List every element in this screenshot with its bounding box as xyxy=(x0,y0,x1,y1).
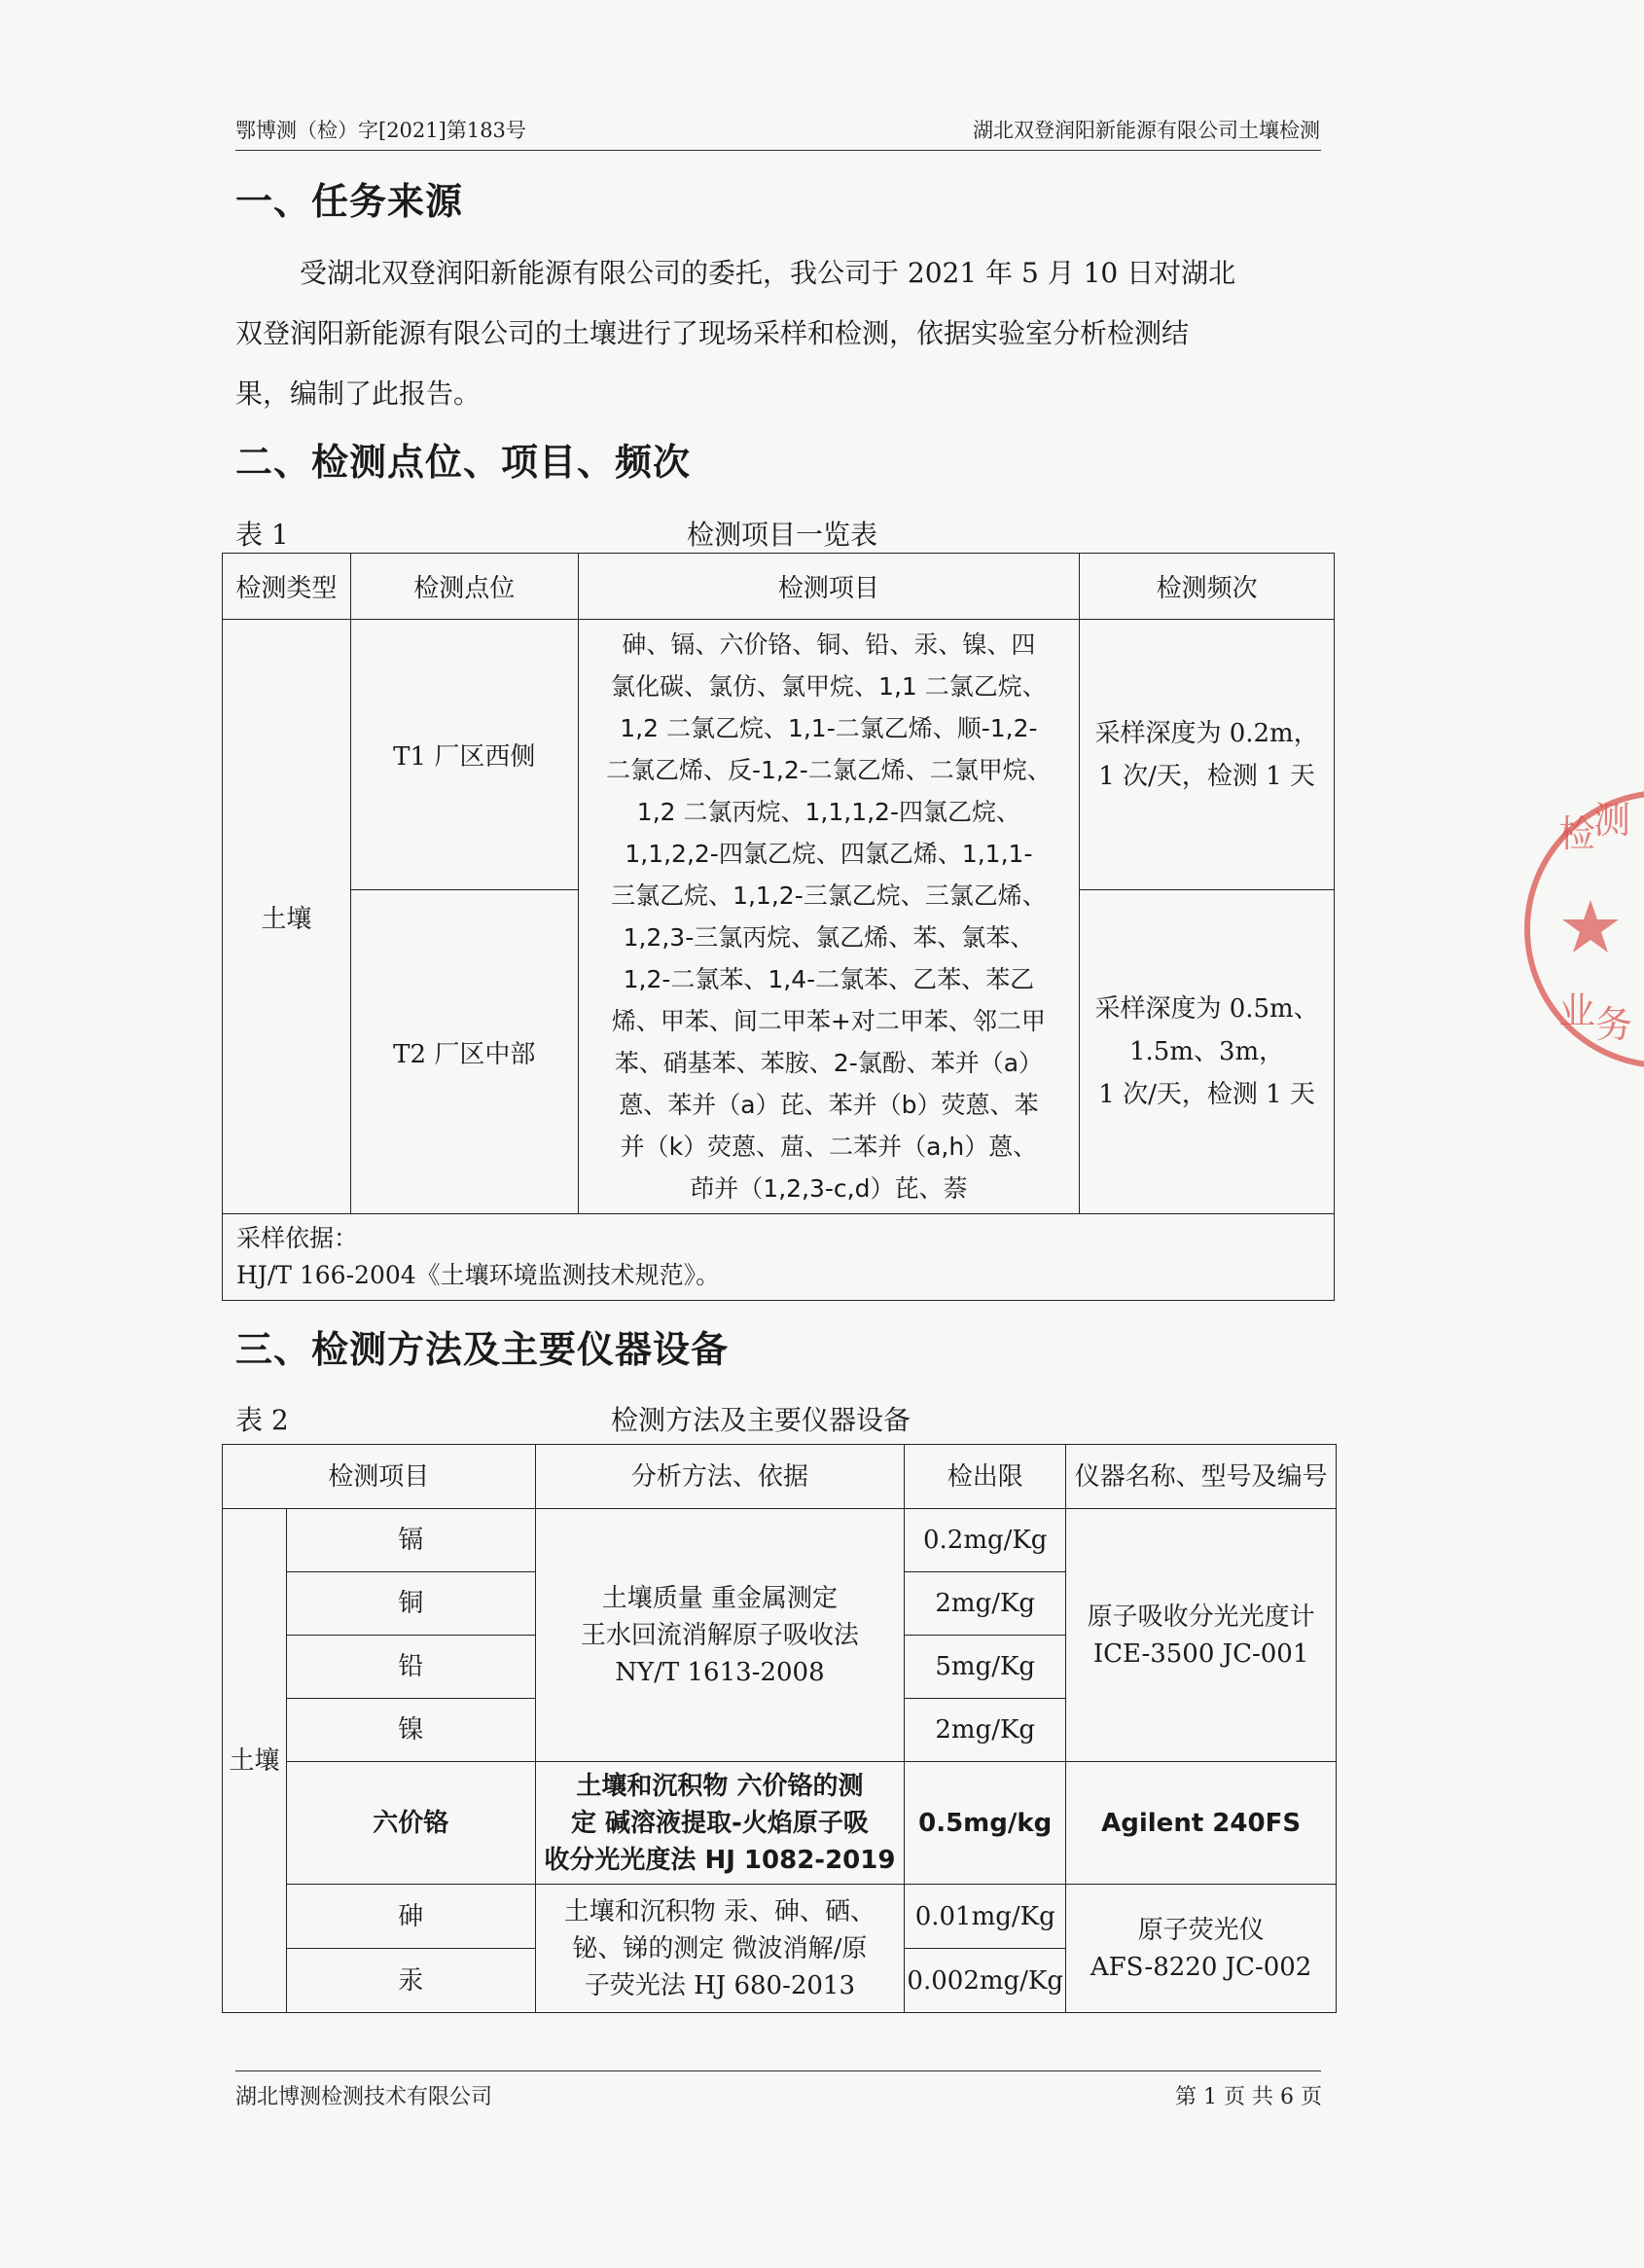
test-items-cell xyxy=(578,620,1080,1214)
limit-cell: 0.002mg/Kg xyxy=(905,1949,1066,2013)
footer-rule xyxy=(235,2070,1321,2071)
table-1-caption: 检测项目一览表 xyxy=(687,519,878,551)
item-cell: 六价铬 xyxy=(286,1762,535,1885)
paragraph-line: 双登润阳新能源有限公司的土壤进行了现场采样和检测，依据实验室分析检测结 xyxy=(235,317,1190,349)
item-line: 苯、硝基苯、苯胺、2-氯酚、苯并（a） xyxy=(614,1049,1044,1077)
method-line: 土壤和沉积物 六价铬的测 xyxy=(576,1771,864,1801)
table-1-header-row xyxy=(223,554,1335,620)
instrument-line: 原子荧光仪 xyxy=(1137,1915,1265,1945)
limit-cell: 0.2mg/Kg xyxy=(905,1509,1066,1572)
frequency-t1 xyxy=(1080,620,1335,890)
col-header: 检测项目 xyxy=(578,554,1080,620)
item-cell: 汞 xyxy=(286,1949,535,2013)
sample-type-cell: 土壤 xyxy=(223,1509,287,2013)
limit-cell: 2mg/Kg xyxy=(905,1572,1066,1636)
footer-company: 湖北博测检测技术有限公司 xyxy=(235,2085,493,2109)
limit-cell: 0.01mg/Kg xyxy=(905,1885,1066,1949)
paragraph-line: 受湖北双登润阳新能源有限公司的委托，我公司于 2021 年 5 月 10 日对湖北 xyxy=(300,257,1236,289)
table-row xyxy=(223,1509,1337,1572)
method-cell xyxy=(535,1885,905,2013)
sampling-point-t1: T1 厂区西侧 xyxy=(350,620,578,890)
instrument-cell xyxy=(1066,1885,1337,2013)
sampling-basis-row xyxy=(223,1214,1335,1301)
item-line: 蒽、苯并（a）芘、苯并（b）荧蒽、苯 xyxy=(619,1091,1039,1119)
method-line: 收分光光度法 HJ 1082-2019 xyxy=(544,1845,896,1875)
seal-char: 业 xyxy=(1558,990,1596,1032)
seal-char: 测 xyxy=(1593,799,1631,842)
instrument-cell xyxy=(1066,1509,1337,1762)
table-row xyxy=(223,1885,1337,1949)
frequency-line: 采样深度为 0.5m、 xyxy=(1094,994,1319,1025)
method-line: 土壤质量 重金属测定 xyxy=(601,1583,839,1613)
instrument-cell: Agilent 240FS xyxy=(1066,1762,1337,1885)
sampling-basis-cell xyxy=(223,1214,1335,1301)
table-1 xyxy=(222,553,1335,1301)
method-line: 定 碱溶液提取-火焰原子吸 xyxy=(571,1808,869,1838)
frequency-line: 1.5m、3m， xyxy=(1128,1037,1285,1067)
seal-char: 检 xyxy=(1558,812,1596,855)
col-header: 检测点位 xyxy=(350,554,578,620)
sampling-basis-text: HJ/T 166-2004《土壤环境监测技术规范》。 xyxy=(236,1261,721,1289)
item-line: 1,2 二氯丙烷、1,1,1,2-四氯乙烷、 xyxy=(636,798,1020,826)
col-header: 分析方法、依据 xyxy=(535,1445,905,1509)
item-cell: 砷 xyxy=(286,1885,535,1949)
limit-cell: 5mg/Kg xyxy=(905,1636,1066,1699)
sampling-point-t2: T2 厂区中部 xyxy=(350,890,578,1214)
paragraph-line: 果，编制了此报告。 xyxy=(235,378,482,410)
table-row xyxy=(223,1762,1337,1885)
seal-stamp-graphic xyxy=(1518,769,1644,1090)
frequency-line: 1 次/天，检测 1 天 xyxy=(1098,1080,1315,1110)
table-2-header-row xyxy=(223,1445,1337,1509)
item-cell: 镉 xyxy=(286,1509,535,1572)
sampling-basis-label: 采样依据： xyxy=(236,1224,359,1252)
sample-type-cell: 土壤 xyxy=(223,620,351,1214)
item-cell: 镍 xyxy=(286,1699,535,1762)
item-cell: 铜 xyxy=(286,1572,535,1636)
method-line: 王水回流消解原子吸收法 xyxy=(580,1620,859,1650)
col-header: 检出限 xyxy=(905,1445,1066,1509)
item-line: 1,2,3-三氯丙烷、氯乙烯、苯、氯苯、 xyxy=(623,923,1035,952)
frequency-line: 1 次/天，检测 1 天 xyxy=(1098,761,1315,791)
item-line: 氯化碳、氯仿、氯甲烷、1,1 二氯乙烷、 xyxy=(611,672,1047,701)
method-line: 子荧光法 HJ 680-2013 xyxy=(584,1970,856,2000)
header-rule xyxy=(235,150,1321,151)
seal-stamp xyxy=(1518,769,1644,1090)
seal-char: 务 xyxy=(1595,1003,1633,1046)
report-title-header: 湖北双登润阳新能源有限公司土壤检测 xyxy=(973,119,1320,142)
method-line: NY/T 1613-2008 xyxy=(615,1657,825,1687)
col-header: 检测频次 xyxy=(1080,554,1335,620)
item-line: 茚并（1,2,3-c,d）芘、萘 xyxy=(690,1174,968,1203)
footer-page-number: 第 1 页 共 6 页 xyxy=(1175,2085,1322,2109)
col-header: 仪器名称、型号及编号 xyxy=(1066,1445,1337,1509)
item-cell: 铅 xyxy=(286,1636,535,1699)
section-1-paragraph xyxy=(235,243,1321,424)
limit-cell: 0.5mg/kg xyxy=(905,1762,1066,1885)
instrument-line: 原子吸收分光光度计 xyxy=(1087,1602,1315,1632)
table-1-label: 表 1 xyxy=(235,519,289,551)
item-line: 烯、甲苯、间二甲苯+对二甲苯、邻二甲 xyxy=(611,1007,1046,1035)
method-line: 土壤和沉积物 汞、砷、硒、 xyxy=(563,1896,876,1926)
section-2-title: 二、检测点位、项目、频次 xyxy=(235,440,692,484)
item-line: 1,1,2,2-四氯乙烷、四氯乙烯、1,1,1- xyxy=(625,840,1033,868)
table-row xyxy=(223,620,1335,890)
limit-cell: 2mg/Kg xyxy=(905,1699,1066,1762)
method-cell xyxy=(535,1762,905,1885)
frequency-t2 xyxy=(1080,890,1335,1214)
document-number: 鄂博测（检）字[2021]第183号 xyxy=(235,119,526,142)
method-cell xyxy=(535,1509,905,1762)
section-1-title: 一、任务来源 xyxy=(235,179,464,223)
item-line: 并（k）荧蒽、䓛、二苯并（a,h）蒽、 xyxy=(620,1133,1038,1161)
col-header: 检测项目 xyxy=(223,1445,536,1509)
instrument-line: AFS-8220 JC-002 xyxy=(1090,1952,1312,1982)
method-line: 铋、锑的测定 微波消解/原 xyxy=(572,1933,868,1963)
item-line: 1,2 二氯乙烷、1,1-二氯乙烯、顺-1,2- xyxy=(620,714,1038,742)
item-line: 1,2-二氯苯、1,4-二氯苯、乙苯、苯乙 xyxy=(623,965,1035,993)
frequency-line: 采样深度为 0.2m， xyxy=(1094,718,1319,748)
item-line: 砷、镉、六价铬、铜、铅、汞、镍、四 xyxy=(622,630,1036,659)
table-2-caption: 检测方法及主要仪器设备 xyxy=(611,1404,911,1436)
item-line: 三氯乙烷、1,1,2-三氯乙烷、三氯乙烯、 xyxy=(611,882,1047,910)
section-3-title: 三、检测方法及主要仪器设备 xyxy=(235,1327,730,1371)
col-header: 检测类型 xyxy=(223,554,351,620)
item-line: 二氯乙烯、反-1,2-二氯乙烯、二氯甲烷、 xyxy=(606,756,1052,784)
table-2 xyxy=(222,1444,1337,2013)
instrument-line: ICE-3500 JC-001 xyxy=(1092,1638,1309,1669)
table-2-label: 表 2 xyxy=(235,1404,289,1436)
